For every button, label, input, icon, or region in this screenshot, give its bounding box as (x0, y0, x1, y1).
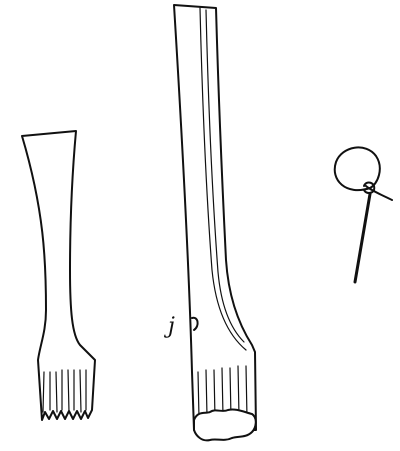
punch-tip (194, 409, 256, 440)
wire-stem (355, 194, 370, 282)
loop-wire (335, 147, 392, 282)
long-punch (174, 5, 256, 440)
toothed-chisel (22, 131, 95, 420)
chisel-body (22, 131, 95, 420)
punch-body (174, 5, 256, 430)
label-j: j (168, 314, 175, 339)
